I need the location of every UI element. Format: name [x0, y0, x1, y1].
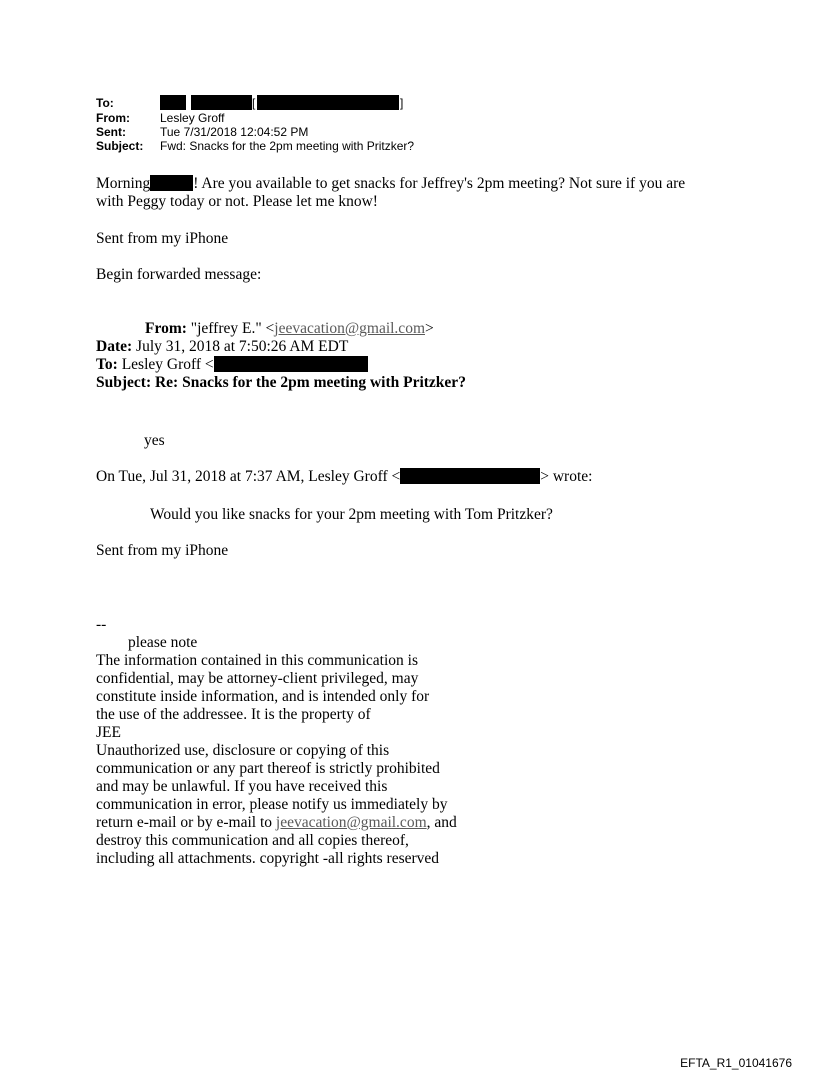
quote-header-start: On Tue, Jul 31, 2018 at 7:37 AM, Lesley Groff < — [96, 468, 401, 485]
disclaimer-line: constitute inside information, and is intended only for — [96, 688, 430, 705]
disclaimer-line: JEE — [96, 724, 121, 741]
header-from-row — [96, 111, 225, 125]
greeting-rest: ! Are you available to get snacks for Jeffrey's 2pm meeting? Not sure if you are — [193, 175, 686, 192]
forwarded-subject-label: Subject: — [96, 374, 152, 391]
quoted-text: Would you like snacks for your 2pm meeting with Tom Pritzker? — [150, 506, 553, 523]
forwarded-to-value: Lesley Groff < — [117, 356, 214, 373]
disclaimer-body — [96, 652, 457, 868]
forwarded-date-value: July 31, 2018 at 7:50:26 AM EDT — [132, 338, 349, 355]
disclaimer-email-end: , and — [426, 814, 457, 831]
redaction-box — [191, 95, 252, 110]
forwarded-to-label: To: — [96, 356, 118, 373]
disclaimer-line: The information contained in this communication is — [96, 652, 418, 669]
body-line-2: with Peggy today or not. Please let me know! — [96, 193, 378, 210]
disclaimer-line: communication or any part thereof is strictly prohibited — [96, 760, 440, 777]
forwarded-from-label: From: — [145, 320, 187, 337]
open-bracket: [ — [252, 96, 256, 110]
redaction-box — [400, 468, 540, 484]
forwarded-date-line — [96, 338, 348, 356]
redaction-box — [214, 356, 368, 372]
forwarded-subject-value: Re: Snacks for the 2pm meeting with Pritzker? — [151, 374, 466, 391]
document-id: EFTA_R1_01041676 — [680, 1056, 792, 1070]
greeting-start: Morning — [96, 175, 151, 192]
from-value: Lesley Groff — [160, 111, 225, 125]
body-greeting-line — [96, 175, 685, 193]
forwarded-from-email-link[interactable]: jeevacation@gmail.com — [274, 320, 425, 337]
disclaimer-dashes: -- — [96, 616, 107, 633]
forwarded-from-name: "jeffrey E." < — [186, 320, 275, 337]
body-signature: Sent from my iPhone — [96, 230, 229, 247]
header-sent-row — [96, 125, 309, 139]
subject-label: Subject: — [96, 139, 144, 153]
disclaimer-line: including all attachments. copyright -all rights reserved — [96, 850, 440, 867]
quote-header-end: > wrote: — [540, 468, 593, 485]
sent-label: Sent: — [96, 125, 126, 139]
forwarded-subject-line — [96, 374, 466, 392]
forwarded-date-label: Date: — [96, 338, 133, 355]
disclaimer-email-link[interactable]: jeevacation@gmail.com — [275, 814, 427, 831]
disclaimer-line: and may be unlawful. If you have received this — [96, 778, 388, 795]
quote-header-line — [96, 468, 592, 486]
disclaimer-email-line — [96, 814, 457, 832]
reply-text: yes — [144, 432, 165, 449]
forwarded-to-line — [96, 356, 368, 374]
disclaimer-line: destroy this communication and all copies thereof, — [96, 832, 409, 849]
disclaimer-line: the use of the addressee. It is the property of — [96, 706, 371, 723]
disclaimer-line: confidential, may be attorney-client privileged, may — [96, 670, 419, 687]
redaction-box — [257, 95, 399, 110]
disclaimer-note: please note — [128, 634, 198, 651]
to-label: To: — [96, 96, 114, 110]
header-subject-row — [96, 139, 415, 153]
sent-value: Tue 7/31/2018 12:04:52 PM — [160, 125, 309, 139]
forwarded-from-line — [145, 320, 434, 338]
disclaimer-line: communication in error, please notify us immediately by — [96, 796, 448, 813]
forwarded-from-close: > — [425, 320, 434, 337]
quoted-signature: Sent from my iPhone — [96, 542, 229, 559]
close-bracket: ] — [400, 96, 404, 110]
header-to-row — [96, 96, 160, 110]
disclaimer-line: Unauthorized use, disclosure or copying of this — [96, 742, 390, 759]
forward-intro: Begin forwarded message: — [96, 266, 262, 283]
subject-value: Fwd: Snacks for the 2pm meeting with Pritzker? — [160, 139, 415, 153]
redaction-box — [150, 175, 193, 191]
from-label: From: — [96, 111, 130, 125]
disclaimer-email-start: return e-mail or by e-mail to — [96, 814, 276, 831]
redaction-box — [160, 95, 186, 110]
